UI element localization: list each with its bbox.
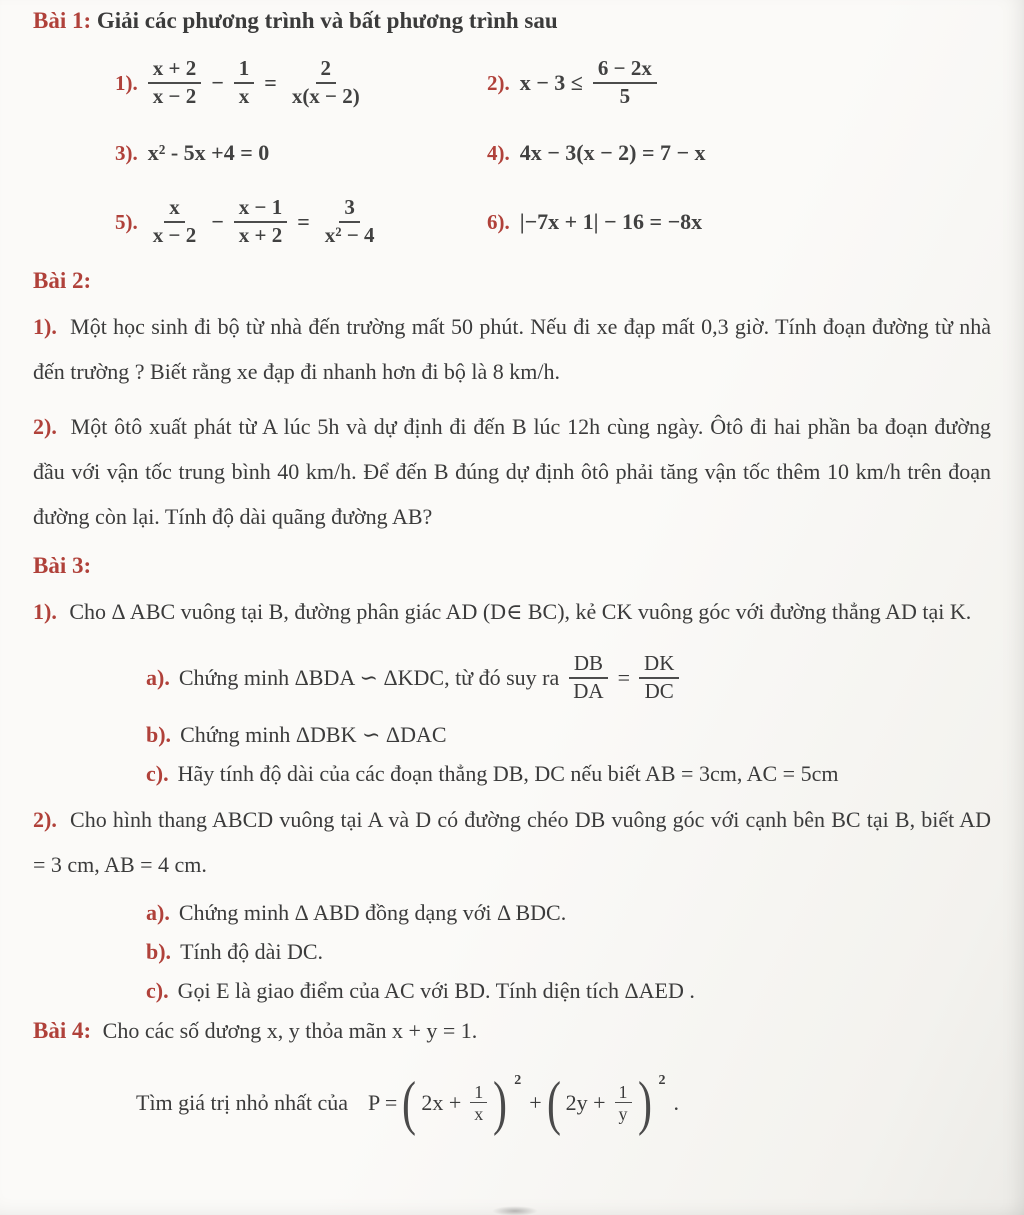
bai3-label: Bài 3: <box>33 553 92 578</box>
bai3-problem-1b <box>146 722 990 748</box>
problem-number: 1). <box>33 599 57 624</box>
fraction <box>287 57 365 108</box>
bai4-intro: Cho các số dương x, y thỏa mãn x + y = 1. <box>102 1018 478 1043</box>
bai3-heading <box>33 553 990 579</box>
operator: = <box>264 70 277 95</box>
denominator: 5 <box>619 84 631 108</box>
denominator: x² − 4 <box>324 223 375 247</box>
operator: = <box>617 665 631 690</box>
expression: x² - 5x +4 = 0 <box>147 140 270 165</box>
open-paren: ( <box>402 1070 417 1136</box>
fraction <box>614 1082 633 1124</box>
denominator: x − 2 <box>152 223 197 247</box>
bai3-problem-1c <box>146 761 990 787</box>
equation-3-number: 3). <box>115 140 138 165</box>
numerator: 1 <box>470 1082 487 1103</box>
operator: − <box>211 209 224 234</box>
equation-4-number: 4). <box>487 140 510 165</box>
problem-number: 1). <box>33 314 57 339</box>
fraction <box>593 57 657 108</box>
numerator: DK <box>639 652 679 679</box>
period: . <box>673 1090 680 1115</box>
subitem-label: b). <box>146 722 172 747</box>
bai1-equation-row-1 <box>115 52 990 114</box>
subitem-text: Chứng minh ΔDBK ∽ ΔDAC <box>180 722 447 747</box>
bai1-label: Bài 1: <box>33 8 92 33</box>
numerator: DB <box>569 652 608 679</box>
problem-text: Cho Δ ABC vuông tại B, đường phân giác AD (D∈ BC), kẻ CK vuông góc với đường thẳng AD tại K. <box>69 599 972 624</box>
equation-2 <box>487 52 990 114</box>
denominator: x <box>474 1104 484 1124</box>
denominator: DA <box>573 679 604 703</box>
exponent: 2 <box>658 1073 666 1088</box>
find-text: Tìm giá trị nhỏ nhất của <box>136 1090 348 1115</box>
fraction <box>148 57 201 108</box>
numerator: 1 <box>234 57 255 84</box>
photo-smudge <box>492 1206 538 1215</box>
denominator: x <box>238 84 250 108</box>
problem-number: 2). <box>33 807 57 832</box>
bai4-label: Bài 4: <box>33 1018 92 1043</box>
bai2-problem-2 <box>33 404 991 539</box>
subitem-text: Gọi E là giao điểm của AC với BD. Tính diện tích ΔAED . <box>177 978 695 1003</box>
expression: x − 3 ≤ <box>519 70 583 95</box>
exponent: 2 <box>514 1073 522 1088</box>
subitem-label: a). <box>146 665 170 690</box>
subitem-label: c). <box>146 761 169 786</box>
fraction <box>469 1082 488 1124</box>
bai1-title: Giải các phương trình và bất phương trình sau <box>96 8 558 33</box>
fraction <box>234 196 287 247</box>
equation-5-number: 5). <box>115 209 138 234</box>
bai3-problem-2c <box>146 978 990 1004</box>
equation-3 <box>115 136 487 170</box>
term-1: 2x + <box>421 1090 462 1115</box>
numerator: 3 <box>339 196 360 223</box>
plus-operator: + <box>529 1090 542 1115</box>
problem-text: Một học sinh đi bộ từ nhà đến trường mất 50 phút. Nếu đi xe đạp mất 0,3 giờ. Tính đoạn đường từ nhà đến trường ? Biết rằng xe đạp đi nhanh hơn đi bộ là 8 km/h. <box>33 314 991 384</box>
numerator: 1 <box>615 1082 632 1103</box>
bai4-heading <box>33 1018 990 1044</box>
subitem-text: Chứng minh Δ ABD đồng dạng với Δ BDC. <box>178 900 567 925</box>
denominator: y <box>618 1104 628 1124</box>
bai2-heading <box>33 268 990 294</box>
equation-6 <box>487 190 990 254</box>
problem-text: Cho hình thang ABCD vuông tại A và D có đường chéo DB vuông góc với cạnh bên BC tại B, biết AD = 3 cm, AB = 4 cm. <box>33 807 992 877</box>
bai1-heading <box>33 8 990 34</box>
subitem-text: Chứng minh ΔBDA ∽ ΔKDC, từ đó suy ra <box>178 665 560 690</box>
bai3-problem-2b <box>146 939 990 965</box>
subitem-label: a). <box>146 900 170 925</box>
term-2: 2y + <box>565 1090 606 1115</box>
fraction <box>568 652 608 703</box>
numerator: x + 2 <box>148 57 201 84</box>
expression: |−7x + 1| − 16 = −8x <box>519 209 703 234</box>
close-paren: ) <box>637 1070 652 1136</box>
expression: 4x − 3(x − 2) = 7 − x <box>519 140 706 165</box>
bai2-problem-1 <box>33 304 991 394</box>
numerator: x <box>164 196 185 223</box>
equation-1 <box>115 52 487 114</box>
bai3-problem-1 <box>33 589 991 634</box>
bai1-equation-row-2 <box>115 136 990 170</box>
denominator: x − 2 <box>152 84 197 108</box>
equation-1-number: 1). <box>115 70 138 95</box>
denominator: x(x − 2) <box>291 84 360 108</box>
fraction <box>639 652 679 703</box>
fraction <box>320 196 380 247</box>
bai3-problem-2 <box>33 797 991 887</box>
denominator: x + 2 <box>238 223 283 247</box>
equation-4 <box>487 136 990 170</box>
subitem-text: Hãy tính độ dài của các đoạn thẳng DB, DC nếu biết AB = 3cm, AC = 5cm <box>177 761 839 786</box>
operator: − <box>211 70 224 95</box>
numerator: 2 <box>316 57 337 84</box>
denominator: DC <box>644 679 674 703</box>
bai2-label: Bài 2: <box>33 268 92 293</box>
equation-5 <box>115 190 487 254</box>
equation-2-number: 2). <box>487 70 510 95</box>
subitem-label: b). <box>146 939 172 964</box>
bai3-problem-2a <box>146 900 990 926</box>
operator: = <box>297 209 310 234</box>
bai4-formula <box>136 1068 990 1138</box>
fraction <box>148 196 201 247</box>
problem-text: Một ôtô xuất phát từ A lúc 5h và dự định đi đến B lúc 12h cùng ngày. Ôtô đi hai phần ba đoạn đường đầu với vận tốc trung bình 40 km/h. Để đến B đúng dự định ôtô phải tăng vận tốc thêm 10 km/h trên đoạn đường còn lại. Tính độ dài quãng đường AB? <box>33 414 991 529</box>
p-equals: P = <box>368 1090 398 1115</box>
equation-6-number: 6). <box>487 209 510 234</box>
problem-number: 2). <box>33 414 57 439</box>
subitem-text: Tính độ dài DC. <box>180 939 324 964</box>
numerator: 6 − 2x <box>593 57 657 84</box>
bai3-problem-1a <box>146 647 990 709</box>
bai1-equation-row-3 <box>115 190 990 254</box>
fraction <box>234 57 255 108</box>
numerator: x − 1 <box>234 196 287 223</box>
subitem-label: c). <box>146 978 169 1003</box>
open-paren: ( <box>546 1070 561 1136</box>
close-paren: ) <box>493 1070 508 1136</box>
